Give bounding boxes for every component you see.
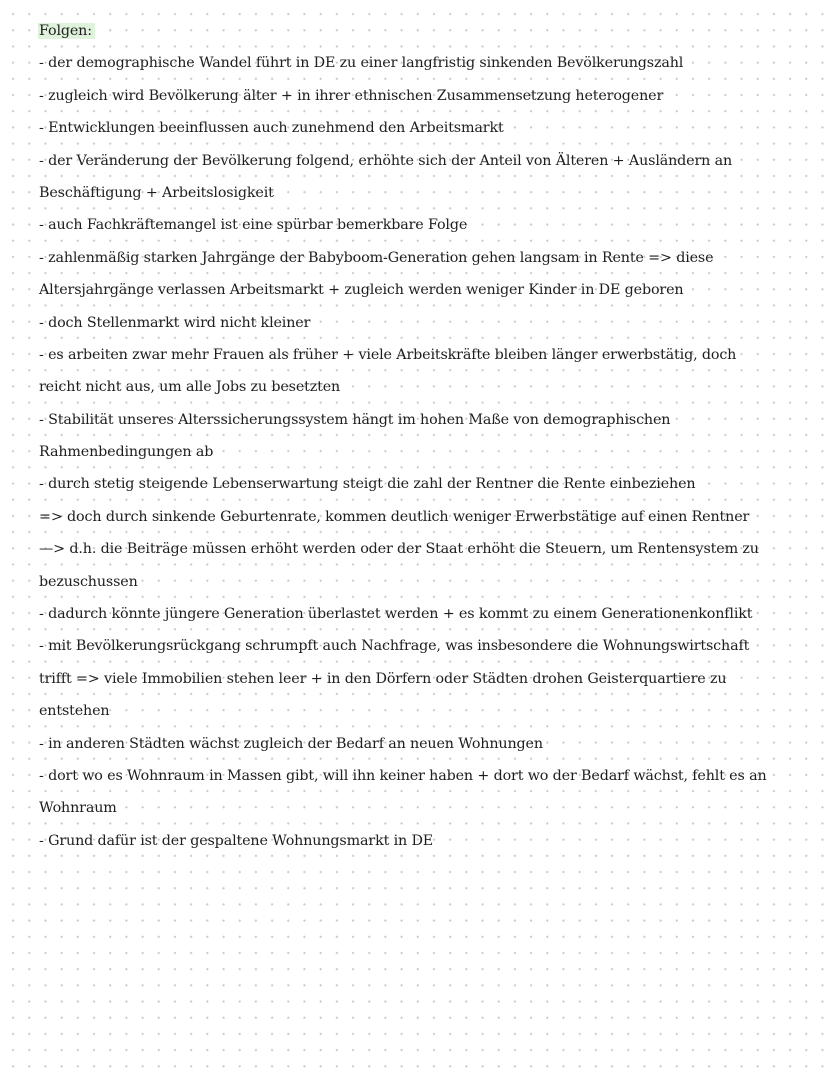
- note-line: - dort wo es Wohnraum in Massen gibt, will ihn keiner haben + dort wo der Bedarf wächst, fehlt es an: [39, 767, 767, 784]
- note-heading-line: [39, 15, 819, 47]
- note-line: bezuschussen: [39, 573, 138, 590]
- note-line: trifft => viele Immobilien stehen leer + in den Dörfern oder Städten drohen Geisterquartiere zu: [39, 670, 727, 687]
- note-line: => doch durch sinkende Geburtenrate, kommen deutlich weniger Erwerbstätige auf einen Rentner: [39, 508, 750, 525]
- note-line: - Stabilität unseres Alterssicherungssystem hängt im hohen Maße von demographischen: [39, 411, 671, 428]
- note-line: - zugleich wird Bevölkerung älter + in ihrer ethnischen Zusammensetzung heterogener: [39, 87, 664, 104]
- note-line: - doch Stellenmarkt wird nicht kleiner: [39, 314, 311, 331]
- note-line: - mit Bevölkerungsrückgang schrumpft auch Nachfrage, was insbesondere die Wohnungswirtschaft: [39, 638, 750, 655]
- note-line: - der Veränderung der Bevölkerung folgend, erhöhte sich der Anteil von Älteren + Ausländern an: [39, 152, 733, 169]
- note-heading: Folgen:: [38, 23, 95, 39]
- note-line: - es arbeiten zwar mehr Frauen als früher + viele Arbeitskräfte bleiben länger erwerbstätig, doch: [39, 346, 737, 363]
- note-line: - durch stetig steigende Lebenserwartung steigt die zahl der Rentner die Rente einbeziehen: [39, 476, 696, 493]
- note-line: entstehen: [39, 703, 110, 720]
- note-line: - dadurch könnte jüngere Generation überlastet werden + es kommt zu einem Generationenkonflikt: [39, 606, 753, 623]
- note-line: Altersjahrgänge verlassen Arbeitsmarkt + zugleich werden weniger Kinder in DE geboren: [39, 282, 684, 299]
- note-line: Wohnraum: [39, 800, 117, 817]
- note-line: - Grund dafür ist der gespaltene Wohnungsmarkt in DE: [39, 832, 434, 849]
- note-line: reicht nicht aus, um alle Jobs zu besetzten: [39, 379, 341, 396]
- note-line: - Entwicklungen beeinflussen auch zunehmend den Arbeitsmarkt: [39, 120, 504, 137]
- note-line: - der demographische Wandel führt in DE zu einer langfristig sinkenden Bevölkerungszahl: [39, 55, 684, 72]
- note-body[interactable]: [39, 15, 819, 857]
- note-line: - in anderen Städten wächst zugleich der Bedarf an neuen Wohnungen: [39, 735, 543, 752]
- note-line: - auch Fachkräftemangel ist eine spürbar bemerkbare Folge: [39, 217, 468, 234]
- note-line: - zahlenmäßig starken Jahrgänge der Babyboom-Generation gehen langsam in Rente => diese: [39, 249, 714, 266]
- note-line: Rahmenbedingungen ab: [39, 444, 214, 461]
- note-line: Beschäftigung + Arbeitslosigkeit: [39, 184, 274, 201]
- note-line: —> d.h. die Beiträge müssen erhöht werden oder der Staat erhöht die Steuern, um Rentensystem zu: [39, 541, 759, 558]
